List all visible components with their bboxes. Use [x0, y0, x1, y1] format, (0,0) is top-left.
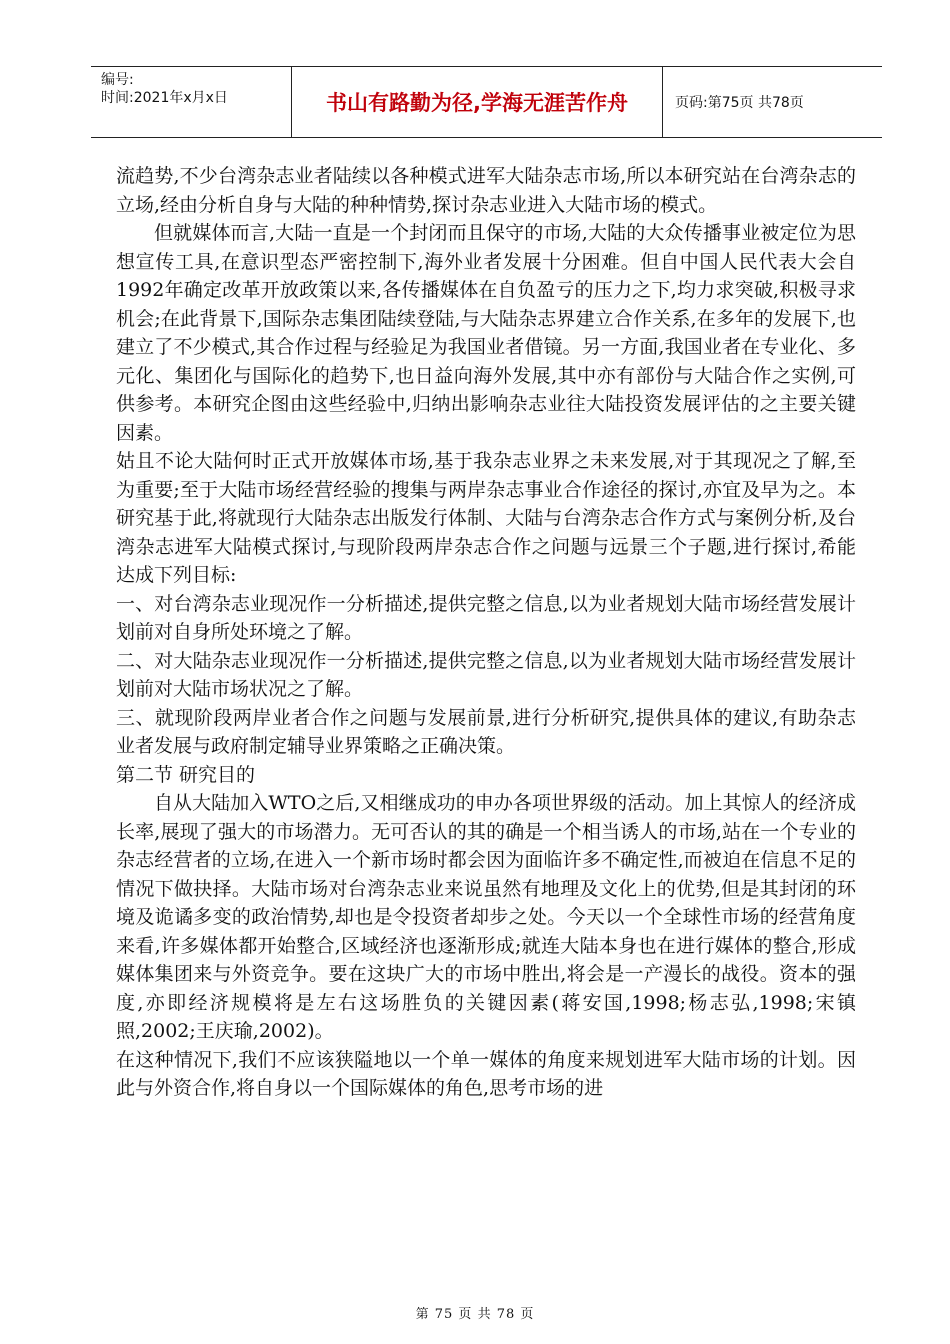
- paragraph: 在这种情况下,我们不应该狭隘地以一个单一媒体的角度来规划进军大陆市场的计划。因此与外资合作,将自身以一个国际媒体的角色,思考市场的进: [116, 1048, 856, 1099]
- page-header: [91, 66, 882, 138]
- paragraph: 自从大陆加入WTO之后,又相继成功的申办各项世界级的活动。加上其惊人的经济成长率,展现了强大的市场潜力。无可否认的其的确是一个相当诱人的市场,站在一个专业的杂志经营者的立场,在进入一个新市场时都会因为面临许多不确定性,而被迫在信息不足的情况下做抉择。大陆市场对台湾杂志业来说虽然有地理及文化上的优势,但是其封闭的环境及诡谲多变的政治情势,却也是令投资者却步之处。今天以一个全球性市场的经营角度来看,许多媒体都开始整合,区域经济也逐渐形成;就连大陆本身也在进行媒体的整合,形成媒体集团来与外资竞争。要在这块广大的市场中胜出,将会是一产漫长的战役。资本的强度,亦即经济规模将是左右这场胜负的关键因素(蒋安国,1998;杨志弘,1998;宋镇照,2002;王庆瑜,2002)。: [116, 792, 856, 1042]
- document-number-label: 编号:: [101, 72, 134, 88]
- list-item: 三、就现阶段两岸业者合作之问题与发展前景,进行分析研究,提供具体的建议,有助杂志业者发展与政府制定辅导业界策略之正确决策。: [116, 706, 856, 757]
- list-item: 一、对台湾杂志业现况作一分析描述,提供完整之信息,以为业者规划大陆市场经营发展计划前对自身所处环境之了解。: [116, 592, 856, 643]
- header-page-indicator: 页码:第75页 共78页: [675, 95, 804, 111]
- header-meta-cell: [91, 67, 292, 137]
- section-heading: 第二节 研究目的: [116, 763, 256, 786]
- paragraph: 流趋势,不少台湾杂志业者陆续以各种模式进军大陆杂志市场,所以本研究站在台湾杂志的立场,经由分析自身与大陆的种种情势,探讨杂志业进入大陆市场的模式。: [116, 165, 856, 216]
- paragraph: 姑且不论大陆何时正式开放媒体市场,基于我杂志业界之未来发展,对于其现况之了解,至为重要;至于大陆市场经营经验的搜集与两岸杂志事业合作途径的探讨,亦宜及早为之。本研究基于此,将就现行大陆杂志出版发行体制、大陆与台湾杂志合作方式与案例分析,及台湾杂志进军大陆模式探讨,与现阶段两岸杂志合作之问题与远景三个子题,进行探讨,希能达成下列目标:: [116, 450, 856, 586]
- header-motto: 书山有路勤为径,学海无涯苦作舟: [292, 67, 663, 137]
- document-body: [116, 162, 856, 1103]
- page-footer: 第 75 页 共 78 页: [415, 1307, 535, 1322]
- document-date-label: 时间:2021年x月x日: [101, 90, 228, 106]
- list-item: 二、对大陆杂志业现况作一分析描述,提供完整之信息,以为业者规划大陆市场经营发展计划前对大陆市场状况之了解。: [116, 649, 856, 700]
- paragraph: 但就媒体而言,大陆一直是一个封闭而且保守的市场,大陆的大众传播事业被定位为思想宣传工具,在意识型态严密控制下,海外业者发展十分困难。但自中国人民代表大会自1992年确定改革开放政策以来,各传播媒体在自负盈亏的压力之下,均力求突破,积极寻求机会;在此背景下,国际杂志集团陆续登陆,与大陆杂志界建立合作关系,在多年的发展下,也建立了不少模式,其合作过程与经验足为我国业者借镜。另一方面,我国业者在专业化、多元化、集团化与国际化的趋势下,也日益向海外发展,其中亦有部份与大陆合作之实例,可供参考。本研究企图由这些经验中,归纳出影响杂志业往大陆投资发展评估的之主要关键因素。: [116, 222, 856, 444]
